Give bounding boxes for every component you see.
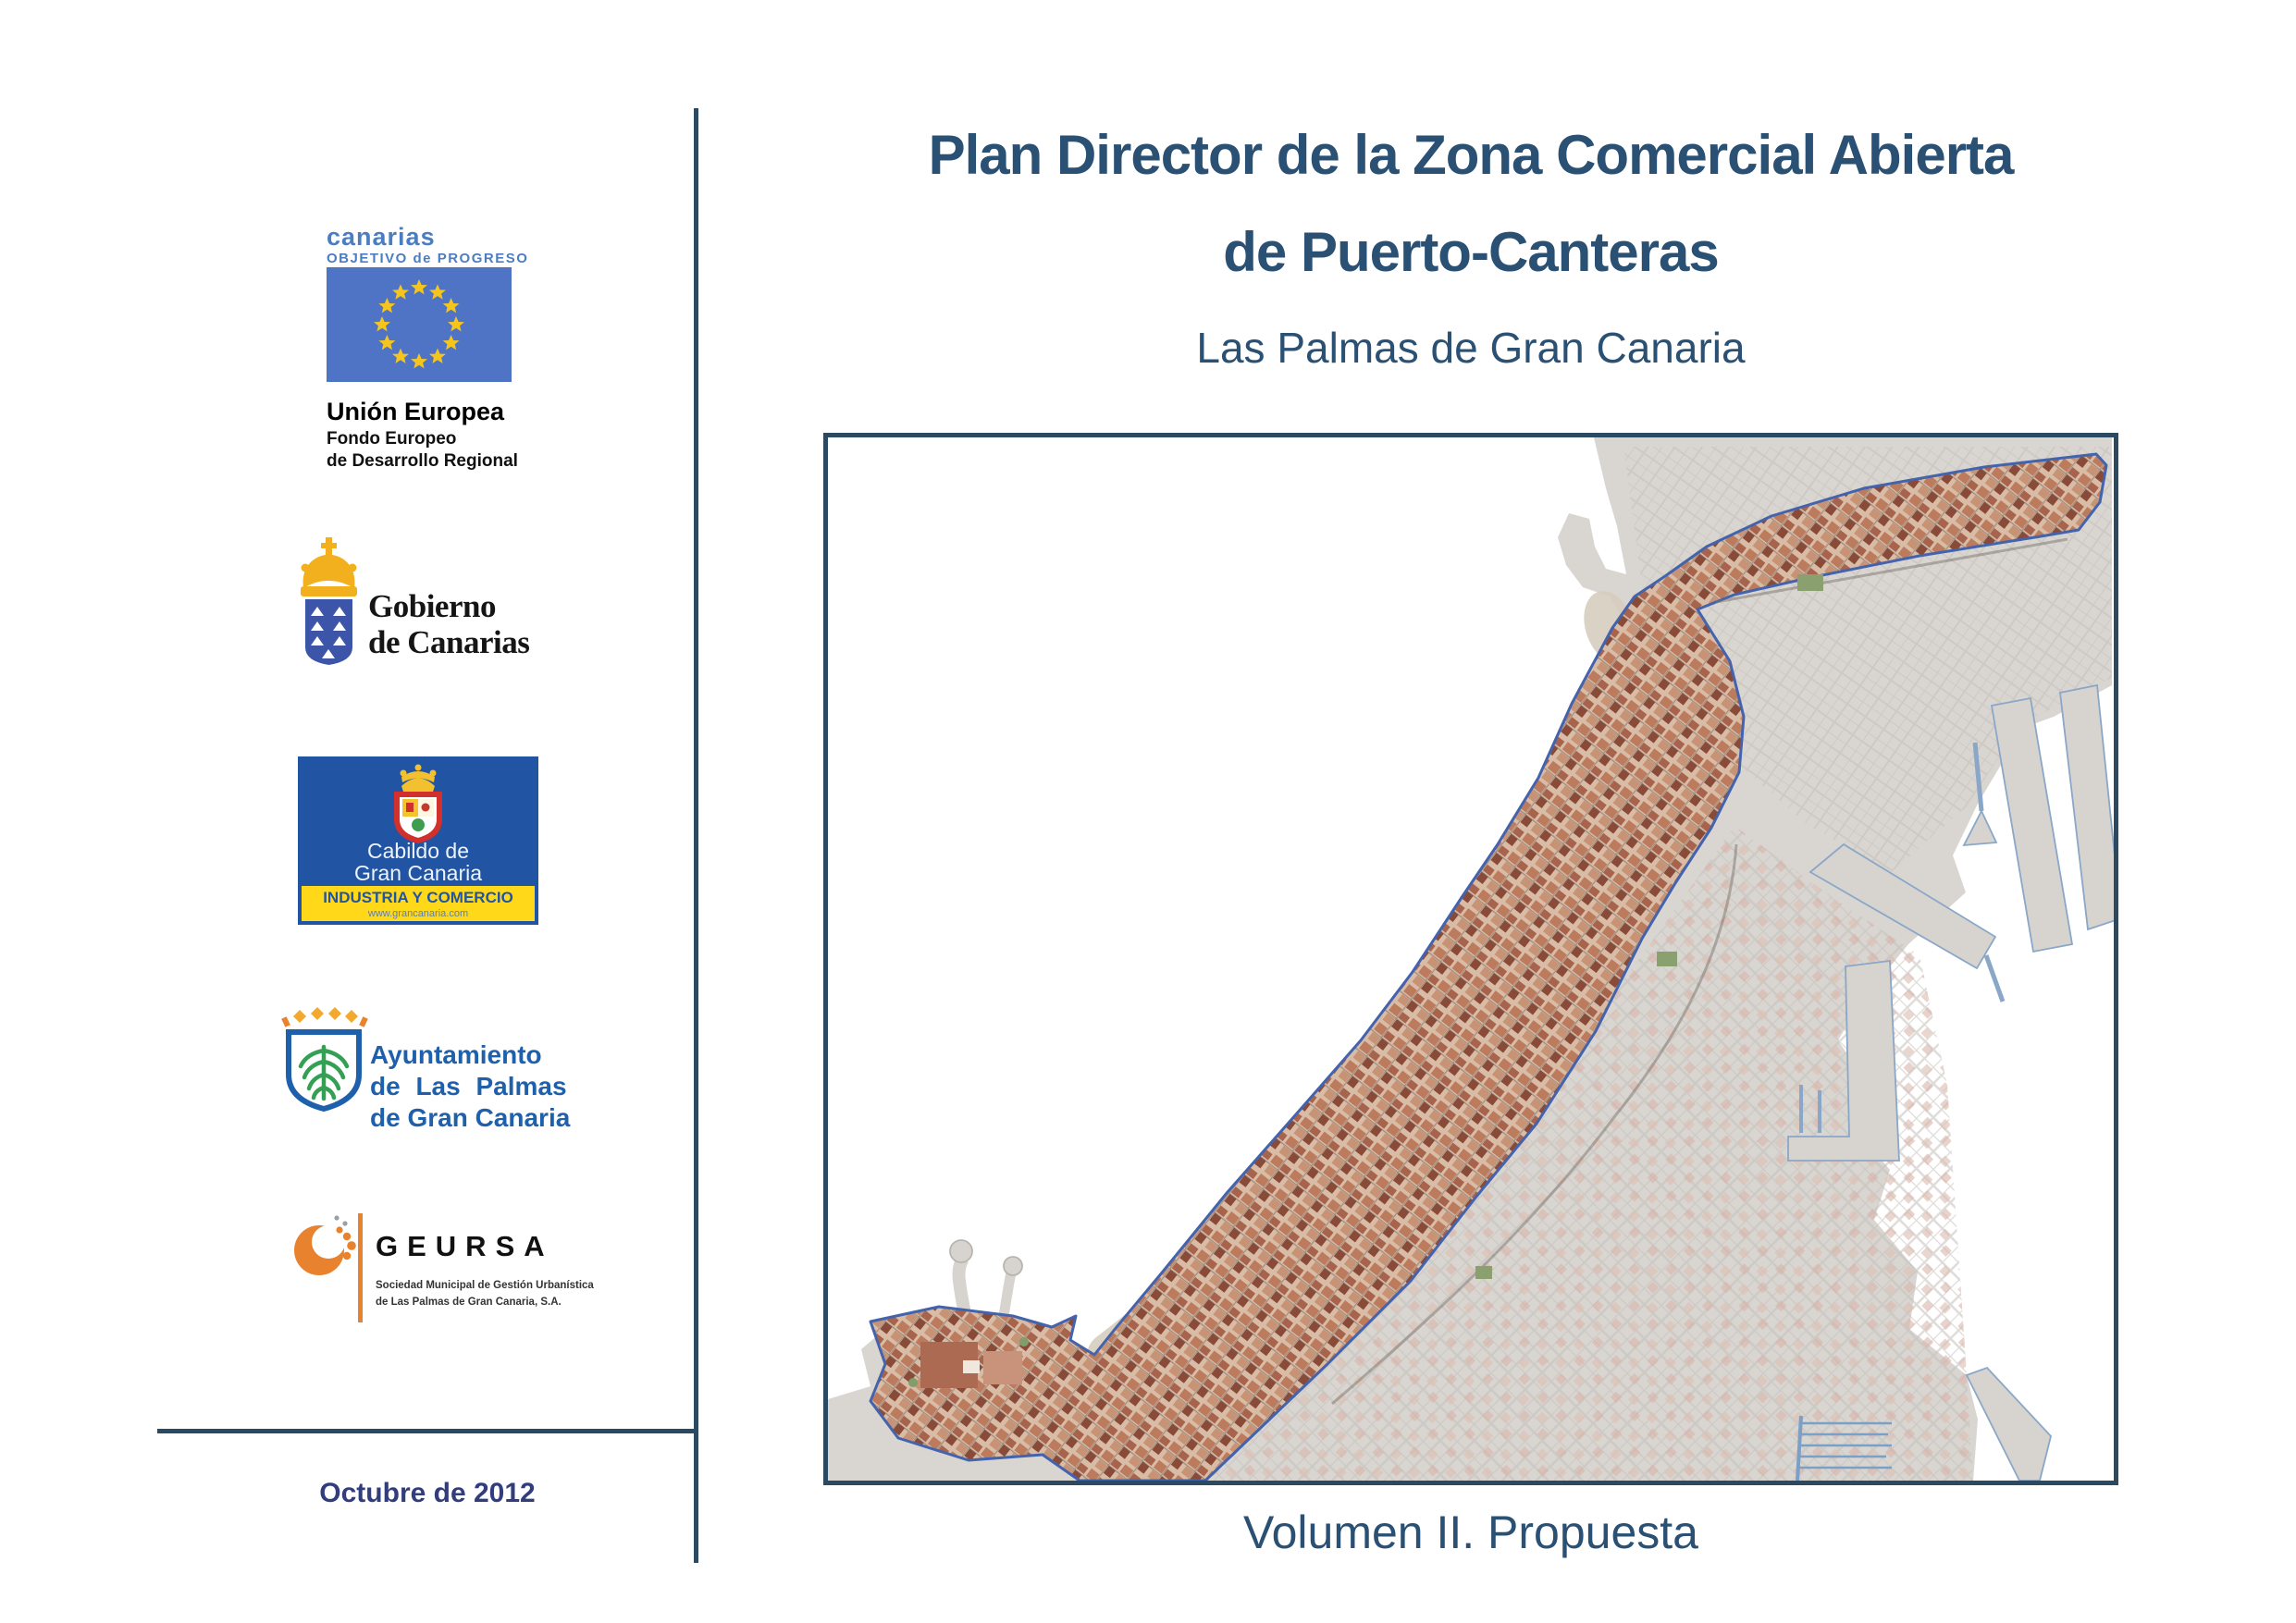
- canarias-program-subtitle: OBJETIVO de PROGRESO: [327, 251, 529, 266]
- eu-fund-line1: Fondo Europeo: [327, 429, 457, 449]
- ayuntamiento-shield-icon: [276, 1006, 372, 1119]
- aerial-map-image: [828, 437, 2114, 1481]
- eu-name: Unión Europea: [327, 398, 505, 425]
- cabildo-crest-icon: [397, 765, 439, 842]
- geursa-name: GEURSA: [376, 1230, 554, 1262]
- cabildo-website: www.grancanaria.com: [367, 908, 469, 919]
- ayuntamiento-name-line3: de Gran Canaria: [370, 1103, 571, 1132]
- cabildo-department: INDUSTRIA Y COMERCIO: [323, 889, 513, 906]
- eu-flag-icon: [327, 267, 512, 382]
- map-figure: [823, 433, 2118, 1485]
- gobierno-crest-icon: [285, 535, 373, 673]
- geursa-logo-icon: [292, 1208, 364, 1285]
- report-title-line1: Plan Director de la Zona Comercial Abierta: [928, 124, 2014, 186]
- report-date: Octubre de 2012: [319, 1478, 536, 1508]
- geursa-subline2: de Las Palmas de Gran Canaria, S.A.: [376, 1297, 562, 1308]
- column-divider: [694, 108, 698, 1563]
- eu-fund-line2: de Desarrollo Regional: [327, 451, 518, 471]
- volume-caption: Volumen II. Propuesta: [1243, 1506, 1698, 1558]
- geursa-subline1: Sociedad Municipal de Gestión Urbanística: [376, 1280, 594, 1291]
- gobierno-name-line1: Gobierno: [368, 588, 496, 624]
- ayuntamiento-name-line1: Ayuntamiento: [370, 1040, 542, 1069]
- gobierno-name-line2: de Canarias: [368, 624, 530, 660]
- cabildo-name-line2: Gran Canaria: [353, 861, 483, 885]
- gobierno-name: [368, 588, 529, 660]
- ayuntamiento-name: [370, 1039, 570, 1134]
- report-title-line2: de Puerto-Canteras: [1223, 221, 1719, 283]
- cabildo-name-line1: Cabildo de: [367, 839, 469, 863]
- report-subtitle: Las Palmas de Gran Canaria: [1196, 324, 1746, 372]
- cabildo-logo: [298, 756, 538, 925]
- ayuntamiento-name-line2: de Las Palmas: [370, 1072, 567, 1100]
- date-rule: [157, 1429, 697, 1433]
- geursa-divider: [358, 1213, 363, 1322]
- canarias-program-wordmark: canarias: [327, 223, 436, 251]
